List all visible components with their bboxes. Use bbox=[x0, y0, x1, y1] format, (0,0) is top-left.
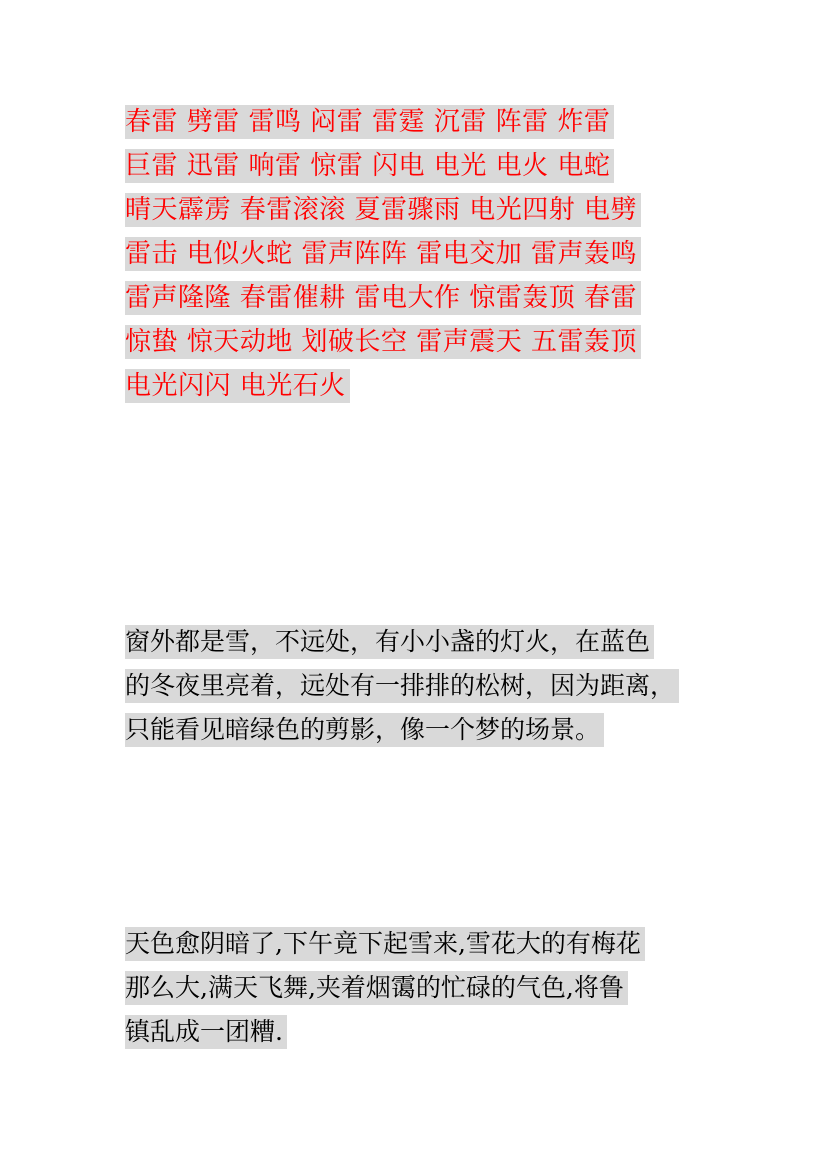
thunder-words-line bbox=[125, 232, 725, 276]
highlighted-text: 天色愈阴暗了,下午竟下起雪来,雪花大的有梅花 bbox=[125, 927, 645, 961]
thunder-words-line bbox=[125, 100, 725, 144]
highlighted-text: 春雷 劈雷 雷鸣 闷雷 雷霆 沉雷 阵雷 炸雷 bbox=[125, 105, 614, 139]
passage-line bbox=[125, 708, 725, 752]
passage-line bbox=[125, 966, 725, 1010]
thunder-words-line bbox=[125, 144, 725, 188]
highlighted-text: 电光闪闪 电光石火 bbox=[125, 369, 350, 403]
highlighted-text: 那么大,满天飞舞,夹着烟霭的忙碌的气色,将鲁 bbox=[125, 971, 628, 1005]
thunder-words-line bbox=[125, 364, 725, 408]
highlighted-text: 窗外都是雪，不远处，有小小盏的灯火，在蓝色 bbox=[125, 625, 654, 659]
thunder-words-line bbox=[125, 320, 725, 364]
thunder-words-list bbox=[125, 100, 725, 408]
passage-line bbox=[125, 922, 725, 966]
thunder-words-line bbox=[125, 276, 725, 320]
thunder-words-line bbox=[125, 188, 725, 232]
passage-line bbox=[125, 664, 725, 708]
highlighted-text: 只能看见暗绿色的剪影，像一个梦的场景。 bbox=[125, 713, 604, 747]
highlighted-text: 惊蛰 惊天动地 划破长空 雷声震天 五雷轰顶 bbox=[125, 325, 641, 359]
passage-line bbox=[125, 1010, 725, 1054]
passage-line bbox=[125, 620, 725, 664]
highlighted-text: 的冬夜里亮着，远处有一排排的松树，因为距离， bbox=[125, 669, 679, 703]
highlighted-text: 镇乱成一团糟. bbox=[125, 1015, 287, 1049]
snow-window-passage bbox=[125, 620, 725, 752]
highlighted-text: 雷击 电似火蛇 雷声阵阵 雷电交加 雷声轰鸣 bbox=[125, 237, 641, 271]
highlighted-text: 雷声隆隆 春雷催耕 雷电大作 惊雷轰顶 春雷 bbox=[125, 281, 641, 315]
snow-town-passage bbox=[125, 922, 725, 1054]
highlighted-text: 巨雷 迅雷 响雷 惊雷 闪电 电光 电火 电蛇 bbox=[125, 149, 614, 183]
highlighted-text: 晴天霹雳 春雷滚滚 夏雷骤雨 电光四射 电劈 bbox=[125, 193, 641, 227]
